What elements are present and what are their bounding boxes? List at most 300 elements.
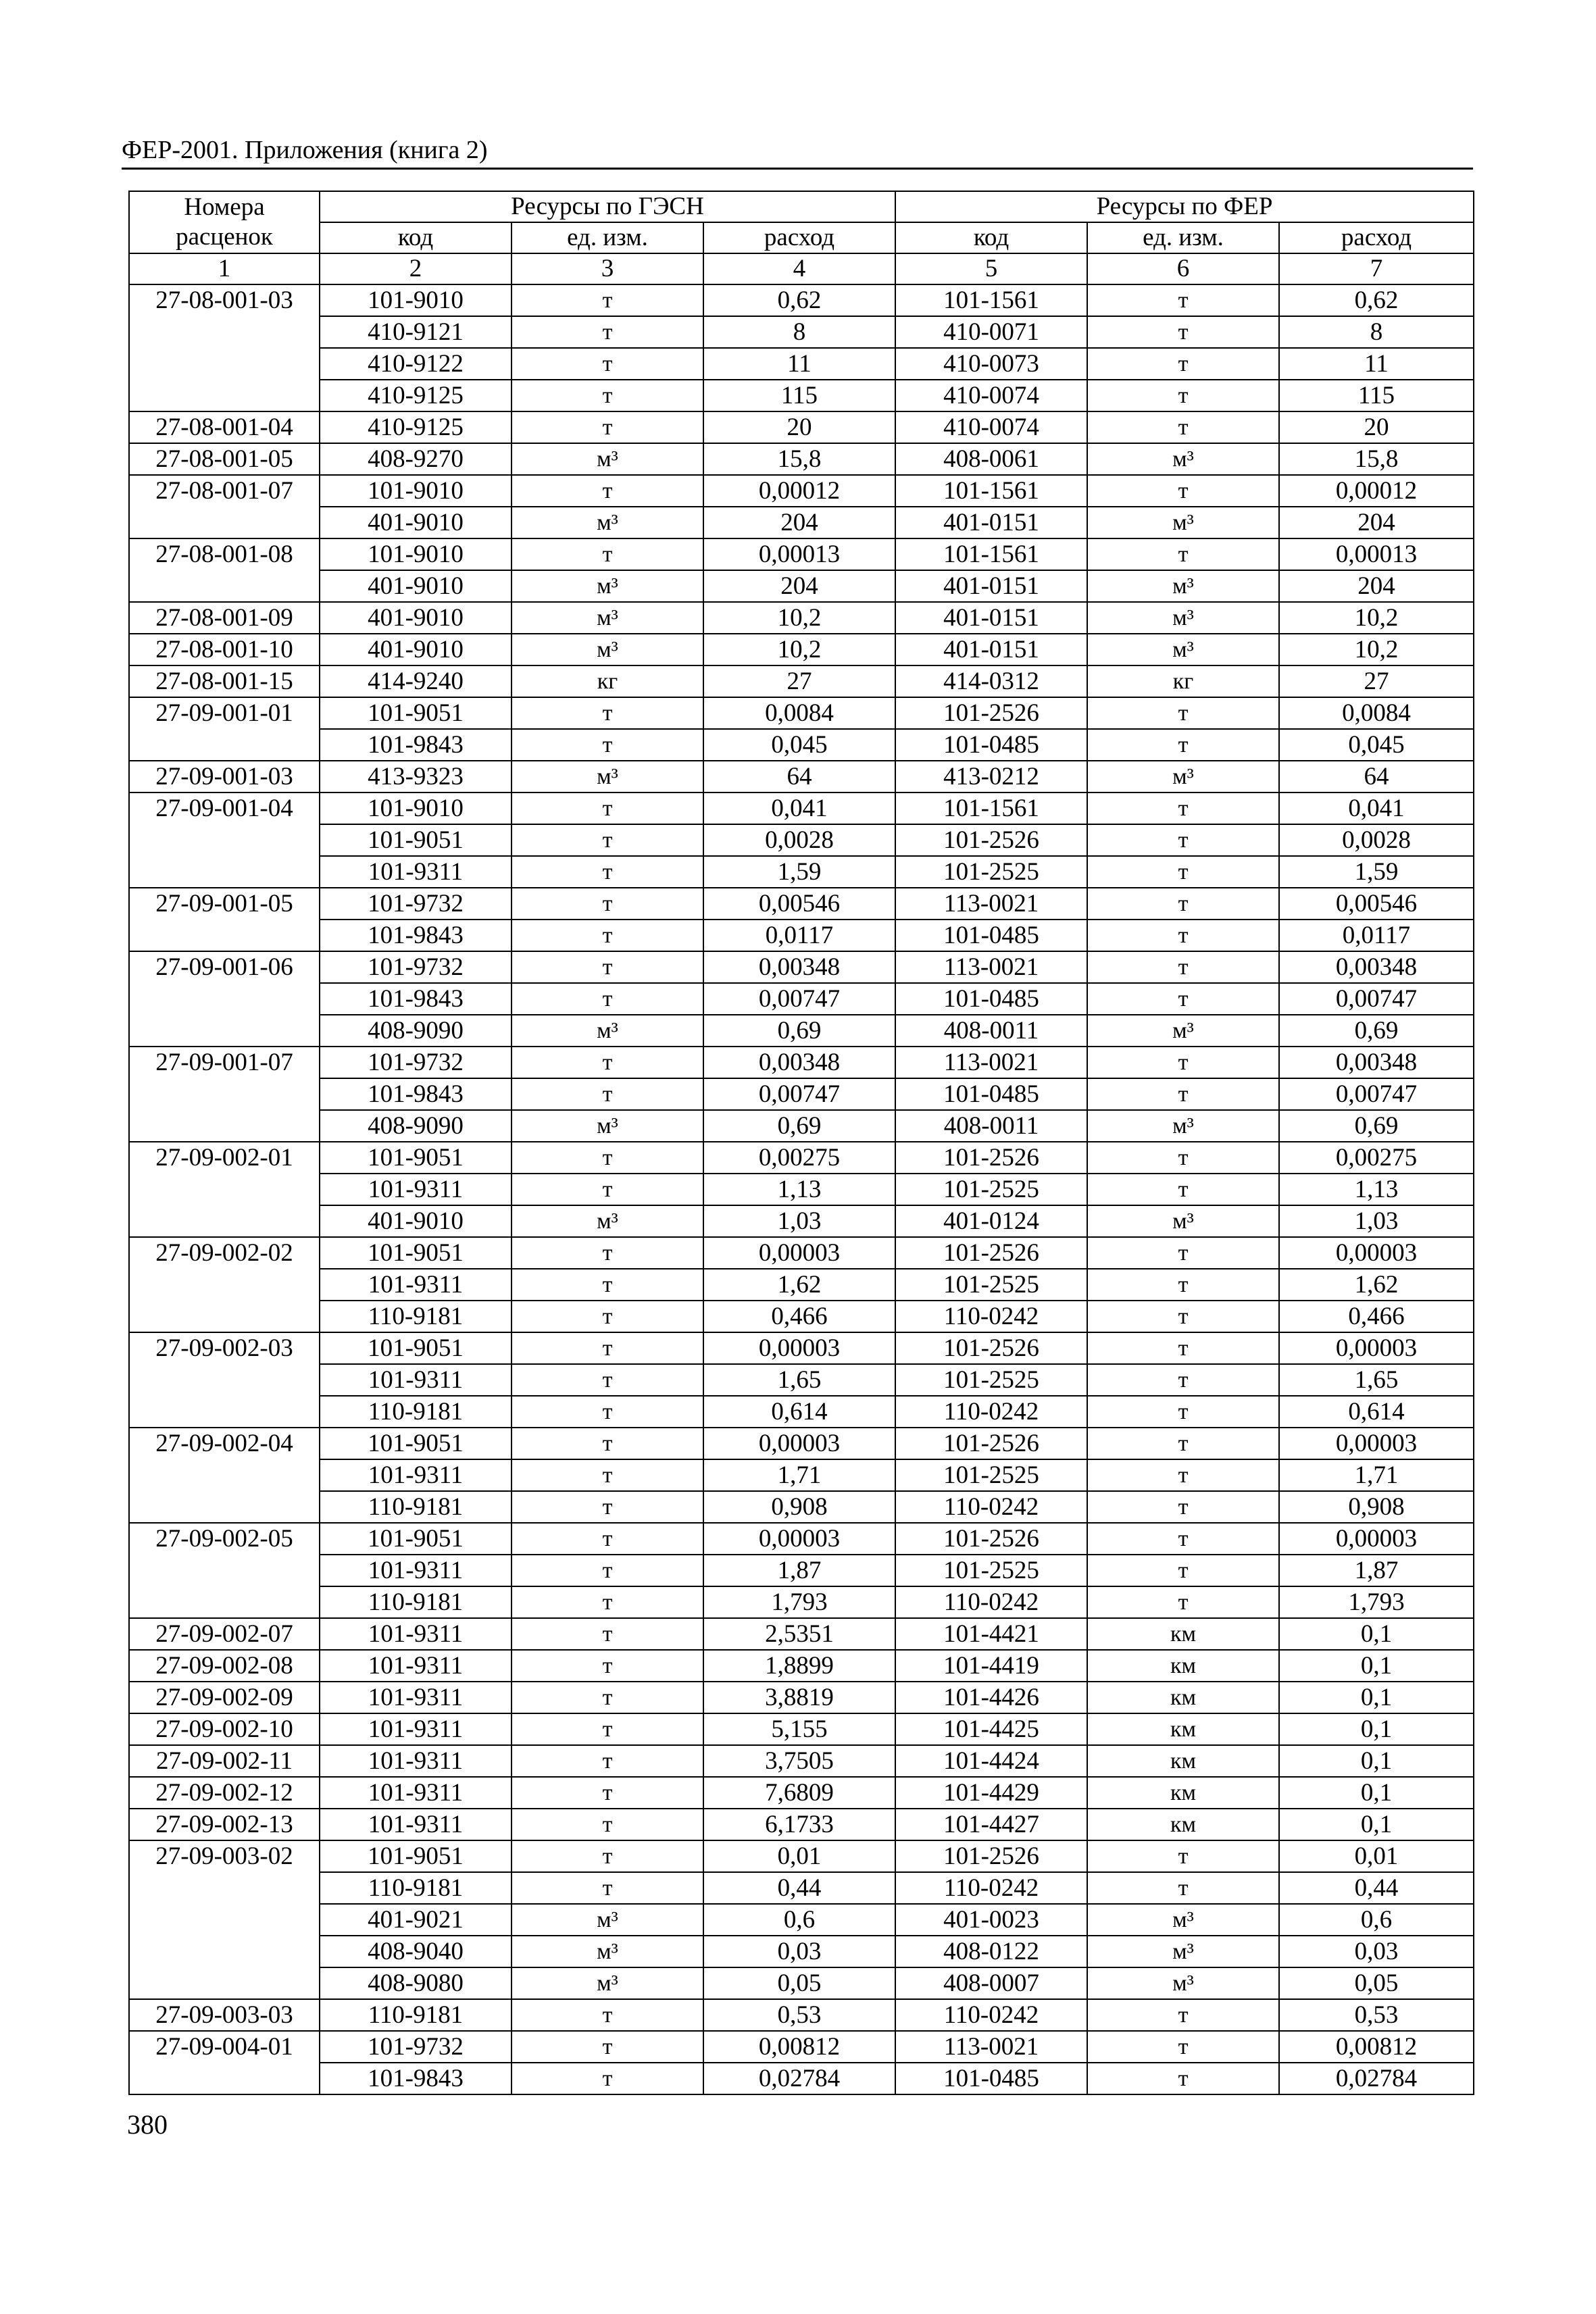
- fer-code-cell: 113-0021: [895, 888, 1087, 920]
- fer-amount-cell: 0,1: [1279, 1713, 1474, 1745]
- fer-unit-cell: т: [1087, 983, 1279, 1015]
- gesn-amount-cell: 5,155: [703, 1713, 895, 1745]
- gesn-unit-cell: т: [512, 1364, 703, 1396]
- gesn-code-cell: 110-9181: [320, 1999, 512, 2031]
- gesn-amount-cell: 3,8819: [703, 1682, 895, 1713]
- gesn-amount-cell: 0,0117: [703, 920, 895, 951]
- fer-unit-cell: т: [1087, 316, 1279, 348]
- fer-code-cell: 408-0007: [895, 1967, 1087, 1999]
- gesn-code-cell: 110-9181: [320, 1396, 512, 1428]
- rate-number-cell: 27-08-001-15: [129, 665, 320, 697]
- gesn-code-cell: 101-9051: [320, 1142, 512, 1174]
- fer-amount-cell: 27: [1279, 665, 1474, 697]
- table-row: [129, 761, 1474, 793]
- fer-code-cell: 113-0021: [895, 951, 1087, 983]
- fer-amount-cell: 0,00012: [1279, 475, 1474, 507]
- fer-code-cell: 101-2525: [895, 1269, 1087, 1301]
- table-row: [129, 316, 1474, 348]
- gesn-amount-cell: 0,00003: [703, 1237, 895, 1269]
- fer-unit-cell: м³: [1087, 443, 1279, 475]
- gesn-amount-cell: 0,69: [703, 1015, 895, 1047]
- fer-unit-cell: т: [1087, 1523, 1279, 1555]
- table-row: [129, 1332, 1474, 1364]
- rate-number-cell: 27-08-001-10: [129, 634, 320, 665]
- fer-unit-cell: т: [1087, 1840, 1279, 1872]
- fer-unit-cell: т: [1087, 2031, 1279, 2063]
- fer-unit-cell: км: [1087, 1745, 1279, 1777]
- gesn-amount-cell: 0,00013: [703, 538, 895, 570]
- fer-unit-cell: т: [1087, 951, 1279, 983]
- fer-unit-cell: т: [1087, 284, 1279, 316]
- fer-code-cell: 113-0021: [895, 1047, 1087, 1078]
- rate-numbers-header-label: Номера расценок: [176, 193, 273, 251]
- page-header-title: ФЕР-2001. Приложения (книга 2): [122, 136, 488, 164]
- resources-table-body: [129, 284, 1474, 2094]
- gesn-amount-cell: 0,0084: [703, 697, 895, 729]
- gesn-unit-cell: т: [512, 1428, 703, 1459]
- rate-number-cell: 27-09-003-02: [129, 1840, 320, 1999]
- fer-amount-cell: 0,1: [1279, 1777, 1474, 1809]
- fer-amount-cell: 1,71: [1279, 1459, 1474, 1491]
- fer-code-cell: 410-0073: [895, 348, 1087, 380]
- table-row: [129, 570, 1474, 602]
- fer-unit-cell: т: [1087, 1142, 1279, 1174]
- fer-code-cell: 101-0485: [895, 920, 1087, 951]
- table-row: [129, 729, 1474, 761]
- rate-number-cell: 27-08-001-03: [129, 284, 320, 411]
- gesn-amount-cell: 0,00275: [703, 1142, 895, 1174]
- gesn-code-cell: 401-9010: [320, 1205, 512, 1237]
- table-row: [129, 1428, 1474, 1459]
- gesn-code-cell: 408-9090: [320, 1110, 512, 1142]
- gesn-amount-cell: 0,53: [703, 1999, 895, 2031]
- fer-amount-cell: 0,045: [1279, 729, 1474, 761]
- gesn-unit-cell: т: [512, 1745, 703, 1777]
- gesn-amount-cell: 0,00546: [703, 888, 895, 920]
- table-row: [129, 1015, 1474, 1047]
- gesn-amount-cell: 1,71: [703, 1459, 895, 1491]
- table-row: [129, 1205, 1474, 1237]
- gesn-unit-cell: т: [512, 1491, 703, 1523]
- fer-unit-cell: т: [1087, 1586, 1279, 1618]
- fer-amount-cell: 0,00747: [1279, 1078, 1474, 1110]
- gesn-code-cell: 408-9270: [320, 443, 512, 475]
- fer-unit-cell: т: [1087, 1364, 1279, 1396]
- table-row: [129, 1047, 1474, 1078]
- gesn-amount-cell: 1,87: [703, 1555, 895, 1586]
- gesn-unit-header: ед. изм.: [512, 222, 703, 253]
- gesn-amount-cell: 15,8: [703, 443, 895, 475]
- gesn-amount-cell: 0,00348: [703, 951, 895, 983]
- gesn-amount-header: расход: [703, 222, 895, 253]
- rate-number-cell: 27-09-002-13: [129, 1809, 320, 1840]
- rate-number-cell: 27-09-002-05: [129, 1523, 320, 1618]
- table-row: [129, 1713, 1474, 1745]
- gesn-amount-cell: 1,03: [703, 1205, 895, 1237]
- fer-code-cell: 101-4426: [895, 1682, 1087, 1713]
- fer-amount-cell: 0,6: [1279, 1904, 1474, 1936]
- gesn-code-cell: 101-9843: [320, 983, 512, 1015]
- gesn-code-cell: 101-9732: [320, 888, 512, 920]
- gesn-unit-cell: т: [512, 1142, 703, 1174]
- gesn-amount-cell: 1,65: [703, 1364, 895, 1396]
- fer-code-cell: 110-0242: [895, 1586, 1087, 1618]
- fer-amount-cell: 10,2: [1279, 634, 1474, 665]
- fer-unit-cell: км: [1087, 1618, 1279, 1650]
- fer-amount-cell: 0,1: [1279, 1650, 1474, 1682]
- rate-number-cell: 27-09-002-07: [129, 1618, 320, 1650]
- fer-code-cell: 101-4429: [895, 1777, 1087, 1809]
- gesn-code-cell: 101-9843: [320, 920, 512, 951]
- gesn-code-cell: 413-9323: [320, 761, 512, 793]
- table-row: [129, 1174, 1474, 1205]
- fer-code-cell: 101-4421: [895, 1618, 1087, 1650]
- gesn-unit-cell: т: [512, 697, 703, 729]
- gesn-amount-cell: 0,44: [703, 1872, 895, 1904]
- gesn-amount-cell: 1,62: [703, 1269, 895, 1301]
- gesn-code-cell: 401-9010: [320, 602, 512, 634]
- table-row: [129, 475, 1474, 507]
- gesn-code-cell: 410-9125: [320, 380, 512, 411]
- fer-amount-cell: 0,00348: [1279, 951, 1474, 983]
- gesn-amount-cell: 10,2: [703, 602, 895, 634]
- gesn-amount-cell: 0,00003: [703, 1523, 895, 1555]
- fer-amount-cell: 0,00275: [1279, 1142, 1474, 1174]
- gesn-unit-cell: т: [512, 1840, 703, 1872]
- fer-unit-cell: т: [1087, 348, 1279, 380]
- table-row: [129, 2031, 1474, 2063]
- gesn-code-cell: 410-9125: [320, 411, 512, 443]
- fer-code-cell: 101-4427: [895, 1809, 1087, 1840]
- gesn-code-cell: 110-9181: [320, 1491, 512, 1523]
- gesn-code-cell: 414-9240: [320, 665, 512, 697]
- gesn-unit-cell: т: [512, 1332, 703, 1364]
- column-number: 2: [320, 253, 512, 284]
- fer-amount-cell: 0,44: [1279, 1872, 1474, 1904]
- gesn-amount-cell: 1,8899: [703, 1650, 895, 1682]
- table-row: [129, 507, 1474, 538]
- gesn-code-cell: 101-9843: [320, 2063, 512, 2094]
- fer-code-cell: 101-4419: [895, 1650, 1087, 1682]
- table-row: [129, 1237, 1474, 1269]
- fer-amount-cell: 1,03: [1279, 1205, 1474, 1237]
- fer-unit-cell: км: [1087, 1682, 1279, 1713]
- gesn-amount-cell: 11: [703, 348, 895, 380]
- gesn-code-cell: 101-9732: [320, 1047, 512, 1078]
- fer-amount-cell: 204: [1279, 570, 1474, 602]
- table-row: [129, 1110, 1474, 1142]
- fer-code-cell: 101-4424: [895, 1745, 1087, 1777]
- gesn-unit-cell: т: [512, 2063, 703, 2094]
- fer-amount-cell: 1,87: [1279, 1555, 1474, 1586]
- gesn-unit-cell: т: [512, 1713, 703, 1745]
- fer-unit-header: ед. изм.: [1087, 222, 1279, 253]
- gesn-unit-cell: м³: [512, 1205, 703, 1237]
- table-row: [129, 1269, 1474, 1301]
- fer-code-cell: 101-2526: [895, 824, 1087, 856]
- fer-amount-cell: 1,59: [1279, 856, 1474, 888]
- rate-number-cell: 27-09-002-04: [129, 1428, 320, 1523]
- fer-code-cell: 401-0151: [895, 602, 1087, 634]
- gesn-unit-cell: т: [512, 1078, 703, 1110]
- gesn-code-header: код: [320, 222, 512, 253]
- rate-number-cell: 27-09-001-07: [129, 1047, 320, 1142]
- fer-amount-cell: 1,793: [1279, 1586, 1474, 1618]
- table-row: [129, 284, 1474, 316]
- gesn-amount-cell: 0,00348: [703, 1047, 895, 1078]
- rate-number-cell: 27-09-002-12: [129, 1777, 320, 1809]
- gesn-amount-cell: 0,6: [703, 1904, 895, 1936]
- fer-unit-cell: т: [1087, 1078, 1279, 1110]
- column-number: 7: [1279, 253, 1474, 284]
- rate-number-cell: 27-09-002-01: [129, 1142, 320, 1237]
- rate-number-cell: 27-08-001-04: [129, 411, 320, 443]
- rate-number-cell: 27-09-001-03: [129, 761, 320, 793]
- fer-code-cell: 101-2526: [895, 1840, 1087, 1872]
- gesn-code-cell: 110-9181: [320, 1872, 512, 1904]
- gesn-amount-cell: 7,6809: [703, 1777, 895, 1809]
- fer-code-cell: 101-2525: [895, 1459, 1087, 1491]
- gesn-unit-cell: т: [512, 1237, 703, 1269]
- gesn-unit-cell: т: [512, 1586, 703, 1618]
- gesn-unit-cell: т: [512, 1396, 703, 1428]
- gesn-code-cell: 101-9843: [320, 1078, 512, 1110]
- fer-unit-cell: т: [1087, 729, 1279, 761]
- fer-unit-cell: т: [1087, 2063, 1279, 2094]
- table-row: [129, 348, 1474, 380]
- fer-unit-cell: т: [1087, 1237, 1279, 1269]
- fer-code-cell: 101-1561: [895, 793, 1087, 824]
- gesn-amount-cell: 2,5351: [703, 1618, 895, 1650]
- fer-unit-cell: т: [1087, 1174, 1279, 1205]
- table-row: [129, 697, 1474, 729]
- fer-amount-cell: 0,53: [1279, 1999, 1474, 2031]
- fer-unit-cell: м³: [1087, 507, 1279, 538]
- gesn-code-cell: 401-9010: [320, 634, 512, 665]
- column-number: 5: [895, 253, 1087, 284]
- fer-code-cell: 101-1561: [895, 538, 1087, 570]
- gesn-code-cell: 408-9090: [320, 1015, 512, 1047]
- fer-unit-cell: т: [1087, 920, 1279, 951]
- fer-code-cell: 101-0485: [895, 983, 1087, 1015]
- gesn-unit-cell: т: [512, 1269, 703, 1301]
- fer-unit-cell: м³: [1087, 1967, 1279, 1999]
- fer-amount-cell: 0,01: [1279, 1840, 1474, 1872]
- fer-code-cell: 408-0011: [895, 1110, 1087, 1142]
- rate-number-cell: 27-09-003-03: [129, 1999, 320, 2031]
- gesn-amount-cell: 0,69: [703, 1110, 895, 1142]
- rate-number-cell: 27-09-001-05: [129, 888, 320, 951]
- gesn-unit-cell: т: [512, 1650, 703, 1682]
- fer-amount-cell: 0,69: [1279, 1110, 1474, 1142]
- gesn-code-cell: 101-9311: [320, 1777, 512, 1809]
- table-row: [129, 665, 1474, 697]
- table-row: [129, 1078, 1474, 1110]
- fer-amount-cell: 0,0084: [1279, 697, 1474, 729]
- gesn-unit-cell: м³: [512, 602, 703, 634]
- gesn-code-cell: 408-9040: [320, 1936, 512, 1967]
- fer-amount-cell: 1,13: [1279, 1174, 1474, 1205]
- column-number: 4: [703, 253, 895, 284]
- table-row: [129, 1555, 1474, 1586]
- gesn-unit-cell: т: [512, 1174, 703, 1205]
- gesn-code-cell: 101-9311: [320, 1459, 512, 1491]
- rate-number-cell: 27-08-001-09: [129, 602, 320, 634]
- gesn-amount-cell: 0,00003: [703, 1332, 895, 1364]
- fer-unit-cell: т: [1087, 1999, 1279, 2031]
- gesn-unit-cell: м³: [512, 1904, 703, 1936]
- table-row: [129, 1586, 1474, 1618]
- gesn-code-cell: 410-9122: [320, 348, 512, 380]
- fer-amount-cell: 64: [1279, 761, 1474, 793]
- table-row: [129, 983, 1474, 1015]
- fer-amount-cell: 0,00003: [1279, 1332, 1474, 1364]
- fer-code-cell: 101-2526: [895, 1142, 1087, 1174]
- gesn-amount-cell: 64: [703, 761, 895, 793]
- fer-unit-cell: т: [1087, 380, 1279, 411]
- gesn-amount-cell: 1,59: [703, 856, 895, 888]
- gesn-amount-cell: 0,908: [703, 1491, 895, 1523]
- fer-unit-cell: км: [1087, 1777, 1279, 1809]
- gesn-unit-cell: т: [512, 411, 703, 443]
- table-row: [129, 1745, 1474, 1777]
- fer-amount-cell: 0,00003: [1279, 1523, 1474, 1555]
- fer-unit-cell: т: [1087, 1428, 1279, 1459]
- fer-amount-cell: 204: [1279, 507, 1474, 538]
- gesn-amount-cell: 204: [703, 507, 895, 538]
- fer-code-cell: 110-0242: [895, 1301, 1087, 1332]
- gesn-amount-cell: 3,7505: [703, 1745, 895, 1777]
- fer-code-cell: 101-1561: [895, 475, 1087, 507]
- gesn-code-cell: 410-9121: [320, 316, 512, 348]
- fer-code-cell: 101-2525: [895, 1555, 1087, 1586]
- fer-unit-cell: кг: [1087, 665, 1279, 697]
- gesn-amount-cell: 0,00747: [703, 983, 895, 1015]
- fer-code-cell: 101-1561: [895, 284, 1087, 316]
- fer-unit-cell: т: [1087, 697, 1279, 729]
- fer-amount-cell: 20: [1279, 411, 1474, 443]
- gesn-amount-cell: 0,00747: [703, 1078, 895, 1110]
- fer-code-cell: 101-2525: [895, 1174, 1087, 1205]
- fer-code-cell: 101-0485: [895, 2063, 1087, 2094]
- rate-number-cell: 27-08-001-07: [129, 475, 320, 538]
- gesn-unit-cell: т: [512, 284, 703, 316]
- fer-amount-cell: 0,00812: [1279, 2031, 1474, 2063]
- gesn-code-cell: 101-9051: [320, 1428, 512, 1459]
- gesn-resources-header: Ресурсы по ГЭСН: [320, 191, 895, 222]
- table-row: [129, 1142, 1474, 1174]
- gesn-unit-cell: т: [512, 856, 703, 888]
- gesn-amount-cell: 0,466: [703, 1301, 895, 1332]
- gesn-amount-cell: 1,793: [703, 1586, 895, 1618]
- gesn-code-cell: 101-9051: [320, 1332, 512, 1364]
- gesn-code-cell: 401-9010: [320, 507, 512, 538]
- gesn-unit-cell: т: [512, 348, 703, 380]
- page-number: 380: [127, 2109, 168, 2140]
- gesn-unit-cell: м³: [512, 443, 703, 475]
- fer-code-cell: 408-0061: [895, 443, 1087, 475]
- fer-code-cell: 110-0242: [895, 1872, 1087, 1904]
- rate-number-cell: 27-09-001-01: [129, 697, 320, 761]
- fer-code-cell: 113-0021: [895, 2031, 1087, 2063]
- fer-code-cell: 101-4425: [895, 1713, 1087, 1745]
- fer-unit-cell: т: [1087, 538, 1279, 570]
- table-row: [129, 1301, 1474, 1332]
- gesn-code-cell: 101-9010: [320, 475, 512, 507]
- table-row: [129, 538, 1474, 570]
- fer-code-cell: 101-2525: [895, 856, 1087, 888]
- gesn-unit-cell: м³: [512, 1015, 703, 1047]
- fer-amount-cell: 0,69: [1279, 1015, 1474, 1047]
- table-row: [129, 951, 1474, 983]
- fer-code-cell: 410-0074: [895, 380, 1087, 411]
- gesn-unit-cell: т: [512, 475, 703, 507]
- gesn-code-cell: 101-9010: [320, 793, 512, 824]
- gesn-amount-cell: 0,05: [703, 1967, 895, 1999]
- fer-amount-cell: 0,02784: [1279, 2063, 1474, 2094]
- gesn-code-cell: 101-9311: [320, 1364, 512, 1396]
- table-row: [129, 1618, 1474, 1650]
- fer-code-cell: 110-0242: [895, 1396, 1087, 1428]
- table-row: [129, 1459, 1474, 1491]
- fer-unit-cell: т: [1087, 856, 1279, 888]
- gesn-unit-cell: т: [512, 983, 703, 1015]
- fer-code-header: код: [895, 222, 1087, 253]
- gesn-code-cell: 101-9051: [320, 1237, 512, 1269]
- fer-amount-cell: 0,05: [1279, 1967, 1474, 1999]
- table-row: [129, 380, 1474, 411]
- rate-number-cell: 27-09-002-02: [129, 1237, 320, 1332]
- fer-code-cell: 101-2526: [895, 1523, 1087, 1555]
- fer-unit-cell: м³: [1087, 1015, 1279, 1047]
- fer-code-cell: 401-0151: [895, 570, 1087, 602]
- gesn-amount-cell: 20: [703, 411, 895, 443]
- fer-amount-header: расход: [1279, 222, 1474, 253]
- fer-unit-cell: т: [1087, 888, 1279, 920]
- fer-unit-cell: м³: [1087, 761, 1279, 793]
- fer-amount-cell: 0,00013: [1279, 538, 1474, 570]
- fer-unit-cell: м³: [1087, 634, 1279, 665]
- fer-unit-cell: т: [1087, 1491, 1279, 1523]
- rate-number-cell: 27-09-001-06: [129, 951, 320, 1047]
- table-row: [129, 1840, 1474, 1872]
- gesn-amount-cell: 0,00812: [703, 2031, 895, 2063]
- gesn-code-cell: 101-9311: [320, 1809, 512, 1840]
- fer-code-cell: 414-0312: [895, 665, 1087, 697]
- fer-code-cell: 101-2526: [895, 697, 1087, 729]
- gesn-code-cell: 101-9311: [320, 1269, 512, 1301]
- fer-code-cell: 101-2526: [895, 1237, 1087, 1269]
- table-row: [129, 602, 1474, 634]
- fer-amount-cell: 0,62: [1279, 284, 1474, 316]
- gesn-unit-cell: т: [512, 316, 703, 348]
- table-row: [129, 856, 1474, 888]
- gesn-unit-cell: т: [512, 1809, 703, 1840]
- gesn-code-cell: 101-9311: [320, 1713, 512, 1745]
- gesn-code-cell: 101-9311: [320, 856, 512, 888]
- fer-amount-cell: 115: [1279, 380, 1474, 411]
- gesn-code-cell: 101-9010: [320, 538, 512, 570]
- fer-amount-cell: 0,00003: [1279, 1237, 1474, 1269]
- fer-amount-cell: 0,00003: [1279, 1428, 1474, 1459]
- gesn-unit-cell: т: [512, 920, 703, 951]
- fer-amount-cell: 0,00747: [1279, 983, 1474, 1015]
- table-row: [129, 1999, 1474, 2031]
- fer-amount-cell: 0,1: [1279, 1809, 1474, 1840]
- gesn-amount-cell: 6,1733: [703, 1809, 895, 1840]
- gesn-unit-cell: м³: [512, 1936, 703, 1967]
- fer-unit-cell: км: [1087, 1809, 1279, 1840]
